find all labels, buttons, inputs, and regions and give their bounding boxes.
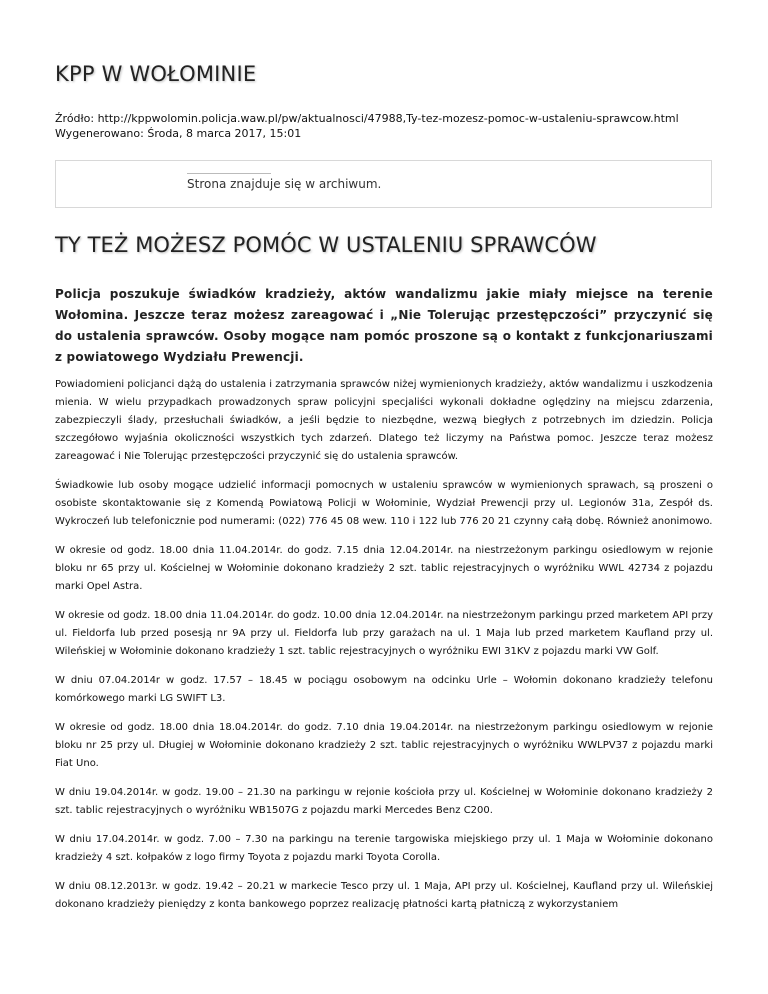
article-paragraph: W okresie od godz. 18.00 dnia 11.04.2014r. do godz. 10.00 dnia 12.04.2014r. na niestrzeżonym parkingu przed marketem API przy ul. Fieldorfa lub przed posesją nr 9A przy ul. Fieldorfa lub przy garażach na ul. 1 Maja lub przed marketem Kaufland przy ul. Wileńskiej w Wołominie dokonano kradzieży 1 szt. tablic rejestracyjnych o wyróżniku EWI 31KV z pojazdu marki VW Golf. <box>55 610 713 657</box>
article-lead: Policja poszukuje świadków kradzieży, aktów wandalizmu jakie miały miejsce na terenie Wołomina. Jeszcze teraz możesz zareagować i „Nie Tolerując przestępczości” przyczynić się do ustalenia sprawców. Osoby mogące nam pomóc proszone są o kontakt z funkcjonariuszami z powiatowego Wydziału Prewencji. <box>55 287 713 364</box>
article-paragraph: Powiadomieni policjanci dążą do ustalenia i zatrzymania sprawców niżej wymienionych kradzieży, aktów wandalizmu i uszkodzenia mienia. W wielu przypadkach prowadzonych spraw policyjni specjaliści wykonali dokładne oględziny na miejscu zdarzenia, zabezpieczyli ślady, przesłuchali świadków, a jeśli będzie to niezbędne, wezwą biegłych z potrzebnych im dziedzin. Policja szczegółowo wyjaśnia okoliczności wszystkich tych zdarzeń. Dlatego też liczymy na Państwa pomoc. Jeszcze teraz możesz zareagować i Nie Tolerując przestępczości przyczynić się do ustalenia sprawców. <box>55 379 713 462</box>
generated-date-line: Wygenerowano: Środa, 8 marca 2017, 15:01 <box>55 127 302 140</box>
article-paragraph: W okresie od godz. 18.00 dnia 18.04.2014r. do godz. 7.10 dnia 19.04.2014r. na niestrzeżonym parkingu osiedlowym w rejonie bloku nr 25 przy ul. Długiej w Wołominie dokonano kradzieży 2 szt. tablic rejestracyjnych o wyróżniku WWLPV37 z pojazdu marki Fiat Uno. <box>55 722 713 769</box>
article-paragraph: W okresie od godz. 18.00 dnia 11.04.2014r. do godz. 7.15 dnia 12.04.2014r. na niestrzeżonym parkingu osiedlowym w rejonie bloku nr 65 przy ul. Kościelnej w Wołominie dokonano kradzieży 2 szt. tablic rejestracyjnych o wyróżniku WWL 42734 z pojazdu marki Opel Astra. <box>55 545 713 592</box>
archive-notice-text: Strona znajduje się w archiwum. <box>187 177 382 191</box>
document-meta <box>55 111 679 141</box>
article-paragraph: W dniu 07.04.2014r w godz. 17.57 – 18.45 w pociągu osobowym na odcinku Urle – Wołomin dokonano kradzieży telefonu komórkowego marki LG SWIFT L3. <box>55 675 713 704</box>
article-paragraph: W dniu 17.04.2014r. w godz. 7.00 – 7.30 na parkingu na terenie targowiska miejskiego przy ul. 1 Maja w Wołominie dokonano kradzieży 4 szt. kołpaków z logo firmy Toyota z pojazdu marki Toyota Corolla. <box>55 834 713 863</box>
article-paragraph: W dniu 08.12.2013r. w godz. 19.42 – 20.21 w markecie Tesco przy ul. 1 Maja, API przy ul. Kościelnej, Kaufland przy ul. Wileńskiej dokonano kradzieży pieniędzy z konta bankowego poprzez realizację płatności kartą płatniczą z wykorzystaniem <box>55 881 713 910</box>
source-url-line: Źródło: http://kppwolomin.policja.waw.pl/pw/aktualnosci/47988,Ty-tez-mozesz-pomoc-w-ustaleniu-sprawcow.html <box>55 112 679 125</box>
site-title: KPP W WOŁOMINIE <box>55 62 257 86</box>
article-paragraph: W dniu 19.04.2014r. w godz. 19.00 – 21.30 na parkingu w rejonie kościoła przy ul. Kościelnej w Wołominie dokonano kradzieży 2 szt. tablic rejestracyjnych o wyróżniku WB1507G z pojazdu marki Mercedes Benz C200. <box>55 787 713 816</box>
article-title: TY TEŻ MOŻESZ POMÓC W USTALENIU SPRAWCÓW <box>55 233 597 257</box>
article-paragraph: Świadkowie lub osoby mogące udzielić informacji pomocnych w ustaleniu sprawców w wymienionych sprawach, są proszeni o osobiste skontaktowanie się z Komendą Powiatową Policji w Wołominie, Wydział Prewencji przy ul. Legionów 31a, Zespół ds. Wykroczeń lub telefonicznie pod numerami: (022) 776 45 08 wew. 110 i 122 lub 776 20 21 czynny całą dobę. Również anonimowo. <box>55 480 713 527</box>
article-body <box>55 376 713 925</box>
archive-notice-divider <box>187 173 271 174</box>
archive-notice-box <box>55 160 712 208</box>
